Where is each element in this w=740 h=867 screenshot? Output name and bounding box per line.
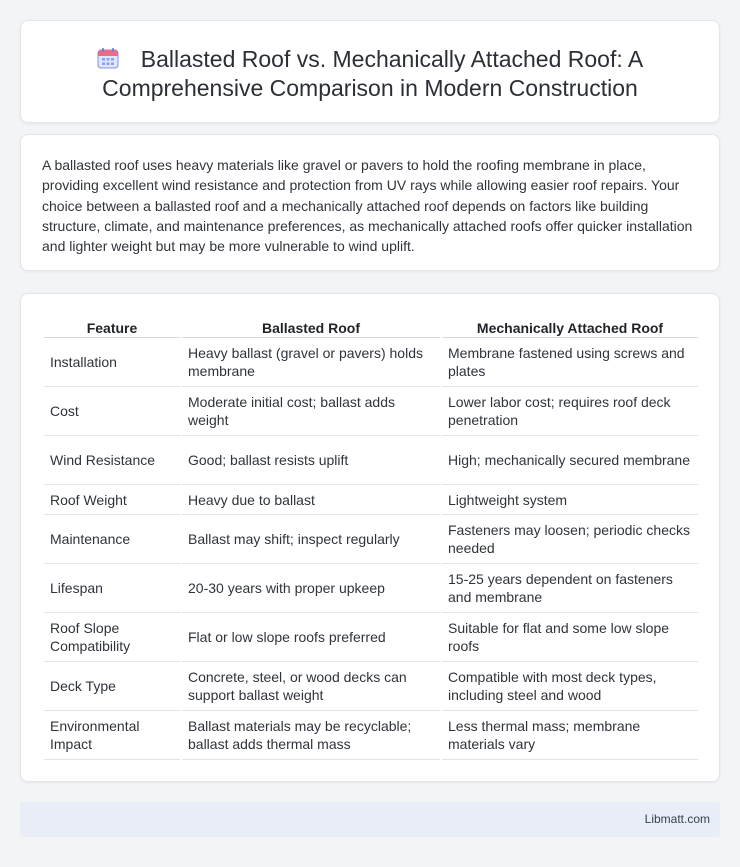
page-title-text: Ballasted Roof vs. Mechanically Attached Roof: A Comprehensive Comparison in Modern Construction: [102, 46, 644, 101]
cell-feature: Cost: [44, 387, 180, 436]
comparison-table: [42, 317, 700, 760]
cell-ballasted: 20-30 years with proper upkeep: [182, 564, 440, 613]
comparison-card: [20, 293, 720, 782]
cell-ballasted: Ballast materials may be recyclable; ballast adds thermal mass: [182, 711, 440, 760]
header-mechanical: Mechanically Attached Roof: [442, 317, 698, 338]
cell-feature: Lifespan: [44, 564, 180, 613]
table-row: [44, 564, 698, 613]
table-header-row: [44, 317, 698, 338]
cell-feature: Roof Weight: [44, 485, 180, 515]
cell-feature: Roof Slope Compatibility: [44, 613, 180, 662]
cell-ballasted: Flat or low slope roofs preferred: [182, 613, 440, 662]
cell-mechanical: 15-25 years dependent on fasteners and membrane: [442, 564, 698, 613]
cell-feature: Installation: [44, 338, 180, 387]
footer: [20, 802, 720, 837]
cell-mechanical: Lightweight system: [442, 485, 698, 515]
cell-feature: Environmental Impact: [44, 711, 180, 760]
table-row: [44, 387, 698, 436]
cell-mechanical: Less thermal mass; membrane materials vary: [442, 711, 698, 760]
intro-paragraph: A ballasted roof uses heavy materials like gravel or pavers to hold the roofing membrane in place, providing excellent wind resistance and protection from UV rays while allowing easier roof repairs. Your choice between a ballasted roof and a mechanically attached roof depends on factors like building structure, climate, and maintenance preferences, as mechanically attached roofs offer quicker installation and lighter weight but may be more vulnerable to wind uplift.: [42, 157, 693, 255]
title-card: [20, 20, 720, 123]
header-feature: Feature: [44, 317, 180, 338]
header-ballasted: Ballasted Roof: [182, 317, 440, 338]
cell-ballasted: Heavy ballast (gravel or pavers) holds membrane: [182, 338, 440, 387]
table-row: [44, 711, 698, 760]
page-title: [61, 45, 679, 103]
cell-ballasted: Heavy due to ballast: [182, 485, 440, 515]
cell-ballasted: Good; ballast resists uplift: [182, 436, 440, 485]
cell-ballasted: Moderate initial cost; ballast adds weight: [182, 387, 440, 436]
cell-mechanical: Suitable for flat and some low slope roofs: [442, 613, 698, 662]
table-row: [44, 613, 698, 662]
cell-mechanical: Compatible with most deck types, including steel and wood: [442, 662, 698, 711]
cell-mechanical: Lower labor cost; requires roof deck penetration: [442, 387, 698, 436]
intro-card: [20, 134, 720, 271]
table-row: [44, 338, 698, 387]
calendar-icon: [97, 47, 119, 69]
cell-feature: Wind Resistance: [44, 436, 180, 485]
table-row: [44, 515, 698, 564]
cell-mechanical: Fasteners may loosen; periodic checks needed: [442, 515, 698, 564]
cell-ballasted: Concrete, steel, or wood decks can support ballast weight: [182, 662, 440, 711]
cell-mechanical: High; mechanically secured membrane: [442, 436, 698, 485]
cell-mechanical: Membrane fastened using screws and plates: [442, 338, 698, 387]
table-row: [44, 436, 698, 485]
footer-brand[interactable]: Libmatt.com: [644, 812, 710, 826]
table-row: [44, 662, 698, 711]
cell-feature: Deck Type: [44, 662, 180, 711]
cell-ballasted: Ballast may shift; inspect regularly: [182, 515, 440, 564]
cell-feature: Maintenance: [44, 515, 180, 564]
table-row: [44, 485, 698, 515]
